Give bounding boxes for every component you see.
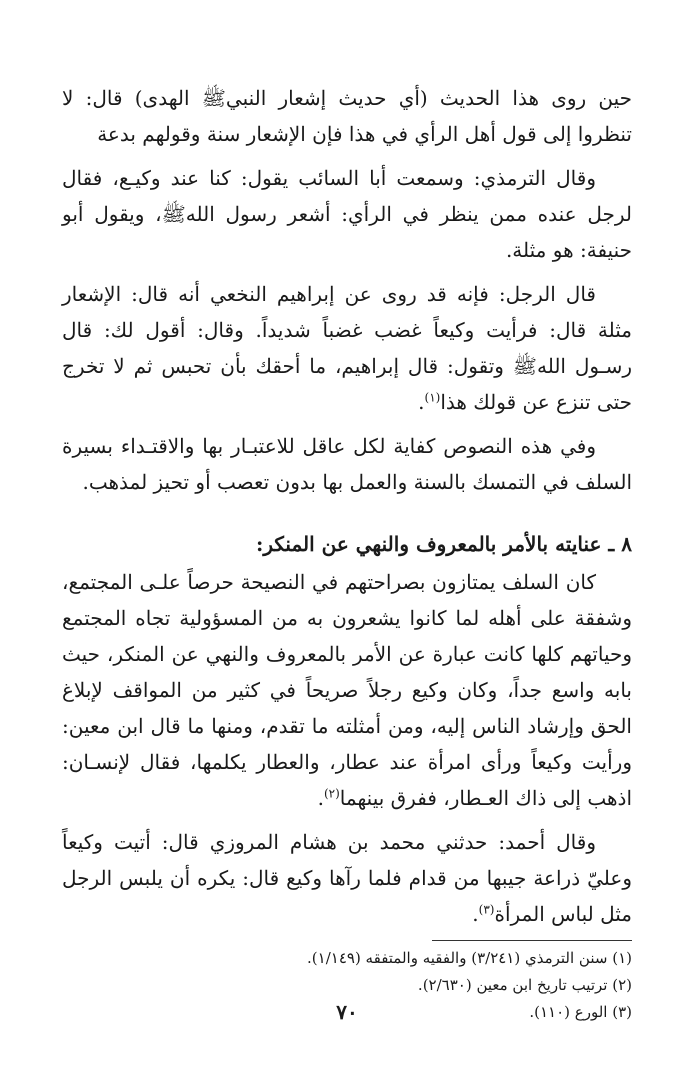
- paragraph-3-text: قال الرجل: فإنه قد روى عن إبراهيم النخعي أنه قال: الإشعار مثلة قال: فرأيت وكيعاً غضب غضباً شديداً. وقال: أقول لك: قال رسـول اللهﷺ وتقول: قال إبراهيم، ما أحقك بأن تحبس ثم لا تخرج حتى تنزع عن قولك هذا: [62, 282, 632, 414]
- paragraph-1: حين روى هذا الحديث (أي حديث إشعار النبيﷺ الهدى) قال: لا تنظروا إلى قول أهل الرأي في هذا فإن الإشعار سنة وقولهم بدعة: [62, 86, 632, 146]
- paragraph-3: [62, 276, 632, 420]
- paragraph-6: [62, 564, 632, 816]
- footnote-2: (٢) ترتيب تاريخ ابن معين (٢/٦٣٠).: [417, 976, 632, 994]
- footnote-ref-2: (٢): [323, 786, 340, 801]
- paragraph-2: وقال الترمذي: وسمعت أبا السائب يقول: كنا عند وكيـع، فقال لرجل عنده ممن ينظر في الرأي: أشعر رسول اللهﷺ، ويقول أبو حنيفة: هو مثلة.: [62, 166, 632, 262]
- paragraph-6-end: .: [317, 786, 324, 810]
- paragraph-4: وفي هذه النصوص كفاية لكل عاقل للاعتبـار بها والاقتـداء بسيرة السلف في التمسك بالسنة والعمل بها بدون تعصب أو تحيز لمذهب.: [62, 434, 632, 494]
- section-heading: ٨ ـ عنايته بالأمر بالمعروف والنهي عن المنكر:: [255, 532, 632, 556]
- paragraph-6-text: كان السلف يمتازون بصراحتهم في النصيحة حرصاً علـى المجتمع، وشفقة على أهله لما كانوا يشعرون به من المسؤولية تجاه المجتمع وحياتهم كلها كانت عبارة عن الأمر بالمعروف والنهي عن المنكر، حيث بابه واسع جداً، وكان وكيع رجلاً صريحاً في كثير من المواقف لإبلاغ الحق وإرشاد الناس إليه، ومن أمثلته ما تقدم، ومنها ما قال ابن معين: ورأيت وكيعاً ورأى امرأة عند عطار، والعطار يكلمها، فقال لإنسـان: اذهب إلى ذاك العـطار، ففرق بينهما: [62, 570, 632, 810]
- page-number: ٧٠: [336, 1000, 358, 1024]
- footnote-1: (١) سنن الترمذي (٣/٢٤١) والفقيه والمتفقه (١/١٤٩).: [307, 949, 632, 967]
- footnote-3: (٣) الورع (١١٠).: [529, 1003, 632, 1021]
- footnote-ref-1: (١): [424, 390, 441, 405]
- paragraph-7-text: وقال أحمد: حدثني محمد بن هشام المروزي قال: أتيت وكيعاً وعليّ ذراعة جيبها من قدام فلما رآها وكيع قال: يكره أن يلبس الرجل مثل لباس المرأة: [62, 830, 632, 926]
- paragraph-7-end: .: [472, 902, 479, 926]
- footnote-divider: [432, 940, 632, 941]
- paragraph-3-end: .: [418, 390, 425, 414]
- footnote-ref-3: (٣): [478, 902, 495, 917]
- page-body: [62, 80, 632, 1026]
- paragraph-7: [62, 824, 632, 932]
